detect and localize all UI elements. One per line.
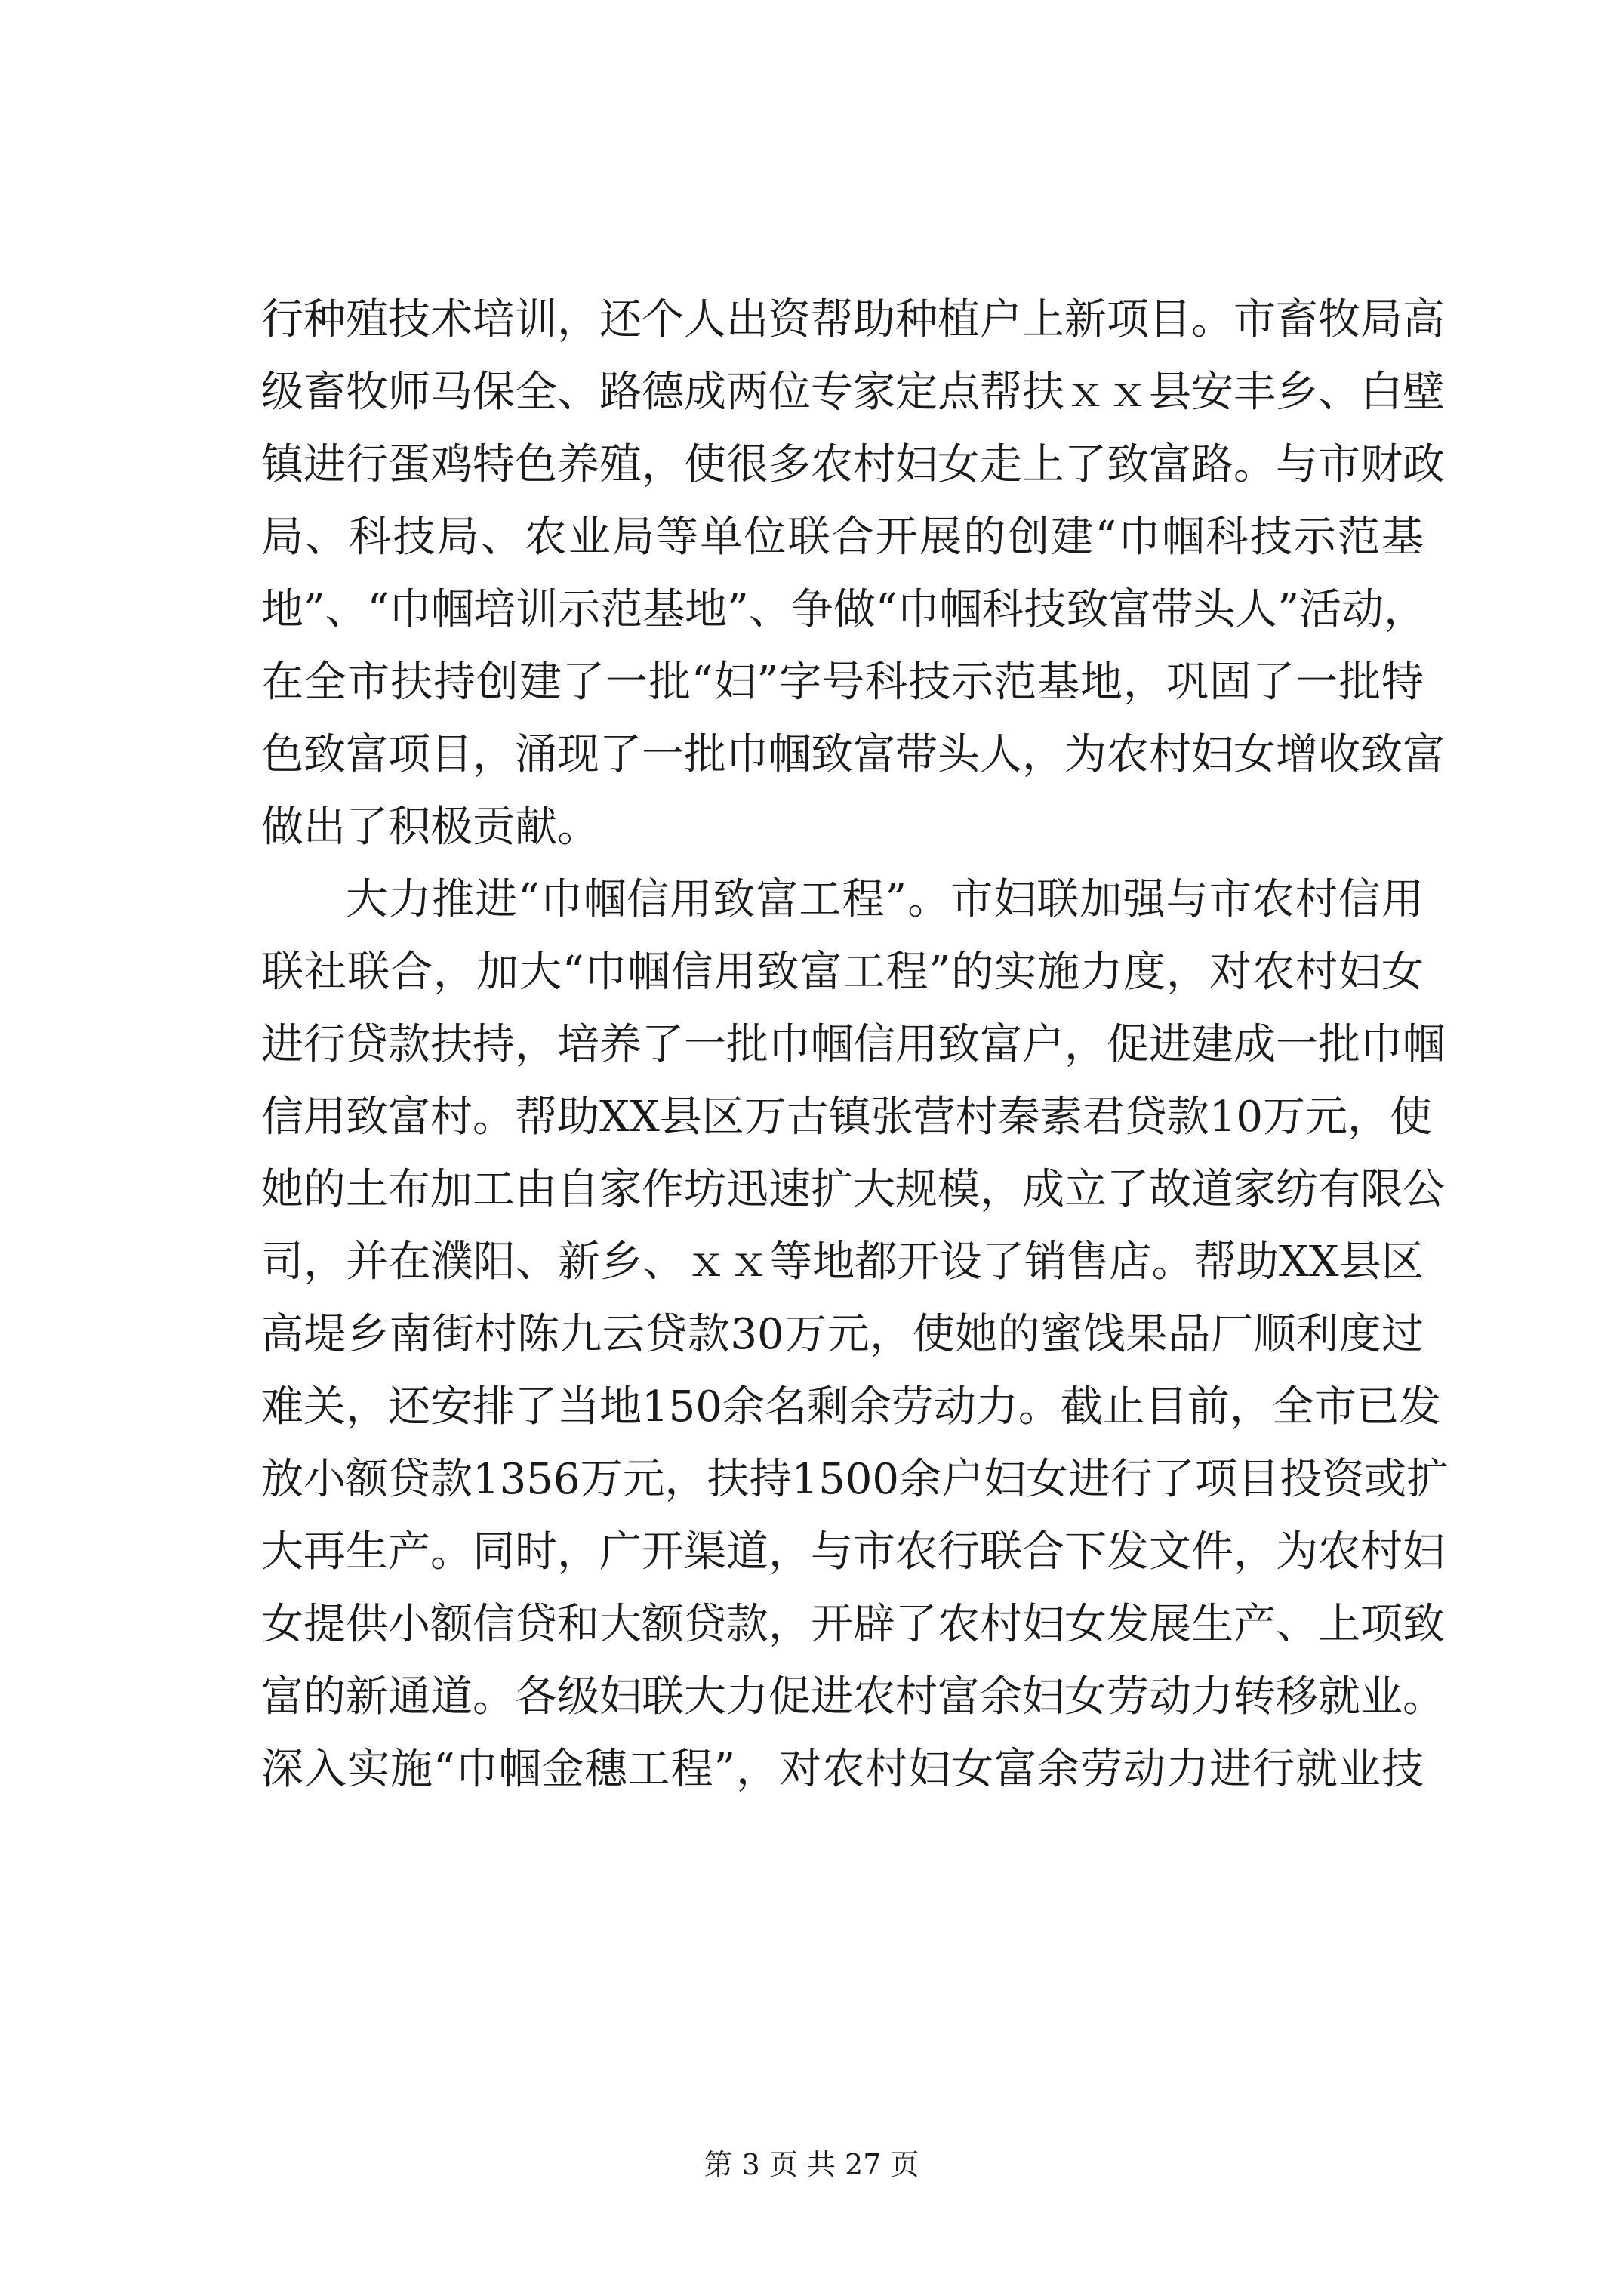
text-line: 做出了积极贡献。 [261,803,599,852]
text-line: 难关，还安排了当地150余名剩余劳动力。截止目前，全市已发 [261,1382,1441,1432]
text-line: 级畜牧师马保全、路德成两位专家定点帮扶ｘｘ县安丰乡、白壁 [261,368,1445,417]
text-line: 色致富项目，涌现了一批巾帼致富带头人，为农村妇女增收致富 [261,730,1445,779]
text-line: 进行贷款扶持，培养了一批巾帼信用致富户，促进建成一批巾帼 [261,1020,1445,1069]
text-line: 信用致富村。帮助XX县区万古镇张营村秦素君贷款10万元，使 [261,1093,1432,1142]
text-line: 富的新通道。各级妇联大力促进农村富余妇女劳动力转移就业。 [261,1672,1445,1721]
text-line: 深入实施“巾帼金穗工程”，对农村妇女富余劳动力进行就业技 [261,1745,1424,1794]
body-text [261,284,1449,1806]
text-line: 地”、“巾帼培训示范基地”、争做“巾帼科技致富带头人”活动， [261,585,1427,634]
text-line: 大再生产。同时，广开渠道，与市农行联合下发文件，为农村妇 [261,1527,1445,1576]
text-line: 局、科技局、农业局等单位联合开展的创建“巾帼科技示范基 [261,513,1424,562]
text-line: 联社联合，加大“巾帼信用致富工程”的实施力度，对农村妇女 [261,948,1424,997]
text-line: 她的土布加工由自家作坊迅速扩大规模，成立了故道家纺有限公 [261,1165,1445,1214]
text-line: 镇进行蛋鸡特色养殖，使很多农村妇女走上了致富路。与市财政 [261,440,1445,489]
text-line: 司，并在濮阳、新乡、ｘｘ等地都开设了销售店。帮助XX县区 [261,1237,1424,1287]
page-number-label: 第 3 页 共 27 页 [704,2148,919,2181]
text-line: 行种殖技术培训，还个人出资帮助种植户上新项目。市畜牧局高 [261,295,1445,344]
text-line: 高堤乡南街村陈九云贷款30万元，使她的蜜饯果品厂顺利度过 [261,1310,1424,1359]
text-line: 大力推进“巾帼信用致富工程”。市妇联加强与市农村信用 [346,875,1424,924]
paragraph-2 [261,864,1449,1806]
text-line: 在全市扶持创建了一批“妇”字号科技示范基地，巩固了一批特 [261,658,1424,707]
page-footer [0,2141,1623,2183]
paragraph-1 [261,284,1445,864]
text-line: 放小额贷款1356万元，扶持1500余户妇女进行了项目投资或扩 [261,1455,1449,1504]
text-line: 女提供小额信贷和大额贷款，开辟了农村妇女发展生产、上项致 [261,1600,1445,1649]
